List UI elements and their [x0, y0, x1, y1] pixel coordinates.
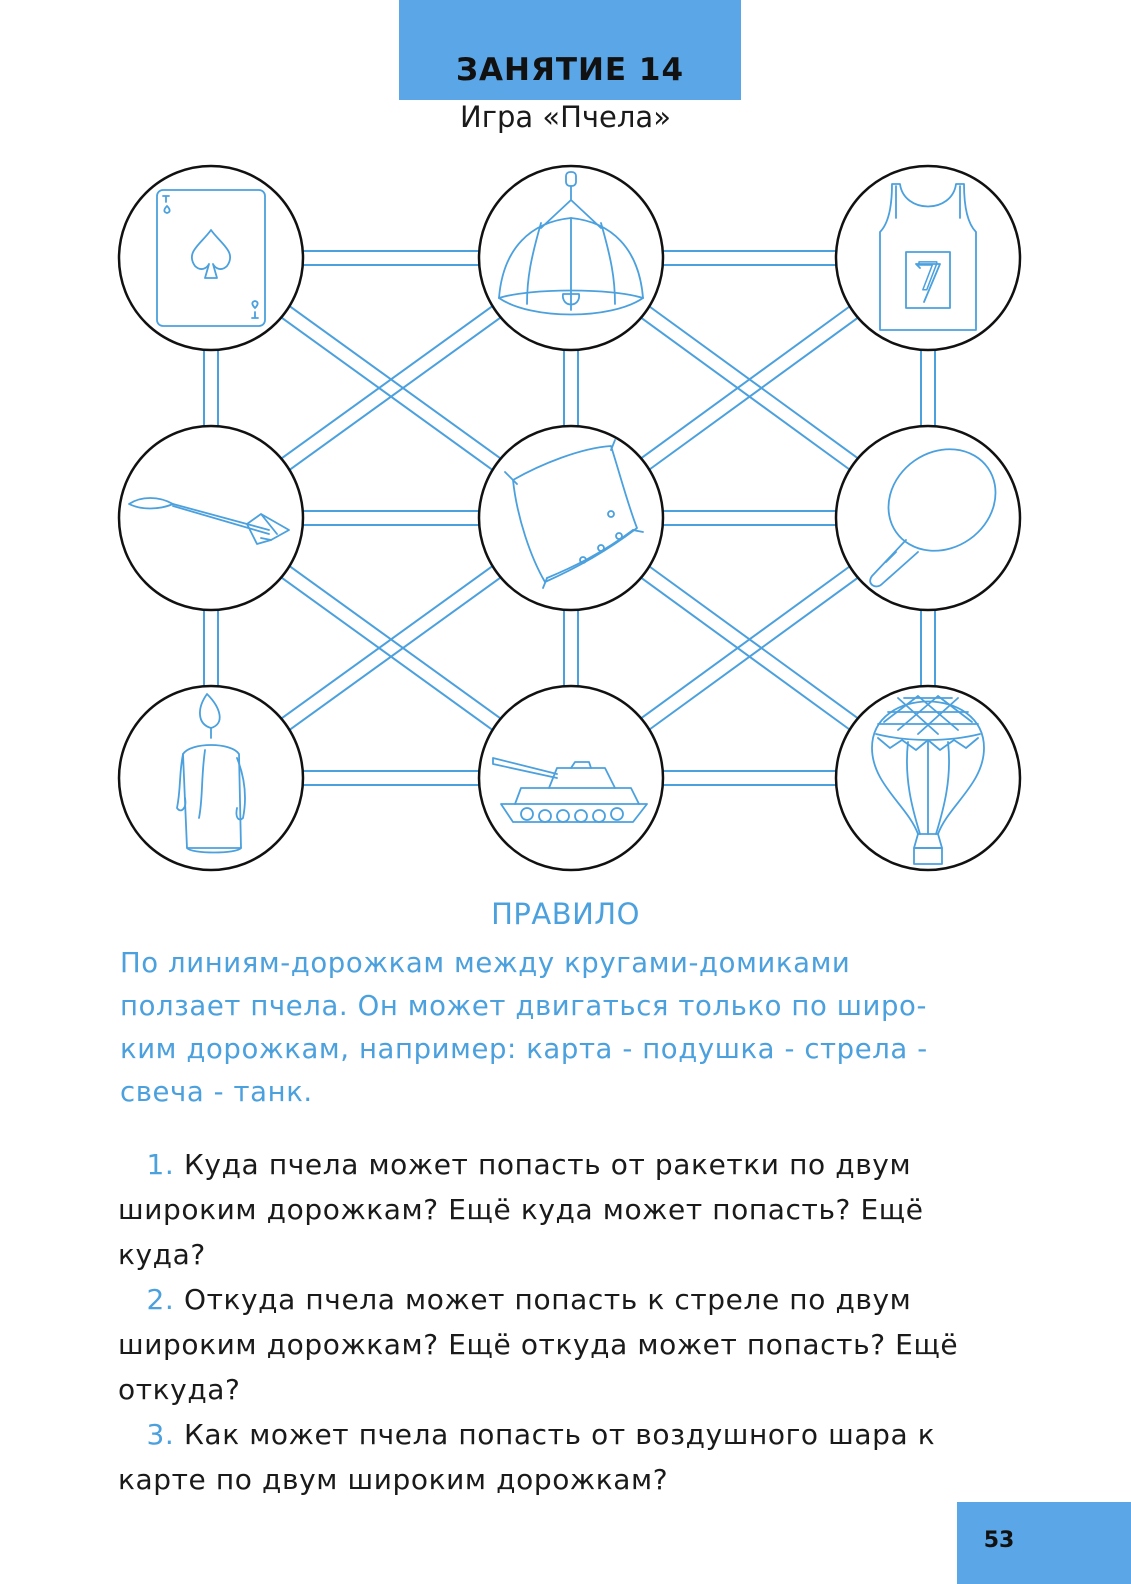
path-line	[649, 567, 857, 719]
rule-line: ползает пчела. Он может двигаться только по широ-	[120, 990, 927, 1022]
question-number: 3.	[146, 1418, 175, 1451]
path-line	[281, 306, 492, 458]
path-line	[641, 318, 849, 470]
question-number: 1.	[146, 1148, 175, 1181]
question-3	[118, 1412, 1018, 1502]
question-line	[118, 1412, 1018, 1457]
rule-line: свеча - танк.	[120, 1076, 313, 1108]
path-line	[281, 578, 492, 730]
question-1	[118, 1142, 1018, 1277]
path-line	[641, 307, 849, 459]
game-subtitle: Игра «Пчела»	[460, 100, 671, 134]
node-circle-candle	[119, 686, 303, 870]
question-2	[118, 1277, 1018, 1412]
path-line	[649, 318, 857, 470]
rule-line: ким дорожкам, например: карта - подушка - стрела -	[120, 1033, 928, 1065]
path-line	[649, 578, 857, 730]
question-line: широким дорожкам? Ещё куда может попасть? Ещё	[118, 1193, 924, 1226]
question-line	[118, 1277, 1018, 1322]
question-number: 2.	[146, 1283, 175, 1316]
lesson-title: ЗАНЯТИЕ 14	[455, 52, 685, 88]
path-line	[281, 318, 492, 470]
question-line	[118, 1142, 1018, 1187]
path-line	[290, 578, 501, 730]
question-text: Куда пчела может попасть от ракетки по двум	[183, 1148, 912, 1181]
rule-heading: ПРАВИЛО	[491, 897, 640, 931]
question-line: карте по двум широким дорожкам?	[118, 1463, 669, 1496]
path-line	[641, 567, 849, 719]
path-line	[290, 318, 501, 470]
path-line	[281, 566, 492, 718]
question-line: куда?	[118, 1238, 206, 1271]
path-line	[649, 307, 857, 459]
question-line: откуда?	[118, 1373, 241, 1406]
path-line	[290, 306, 501, 458]
path-line	[641, 578, 849, 730]
shirt-number: 7	[915, 255, 941, 299]
node-circle-tank	[479, 686, 663, 870]
question-text: Как может пчела попасть от воздушного шара к	[183, 1418, 936, 1451]
path-line	[290, 566, 501, 718]
rule-line: По линиям-дорожкам между кругами-домиками	[120, 947, 851, 979]
rule-text	[120, 942, 1020, 1114]
question-line: широким дорожкам? Ещё откуда может попасть? Ещё	[118, 1328, 959, 1361]
question-text: Откуда пчела может попасть к стреле по двум	[183, 1283, 912, 1316]
page-number: 53	[983, 1528, 1015, 1553]
node-circle-card	[119, 166, 303, 350]
